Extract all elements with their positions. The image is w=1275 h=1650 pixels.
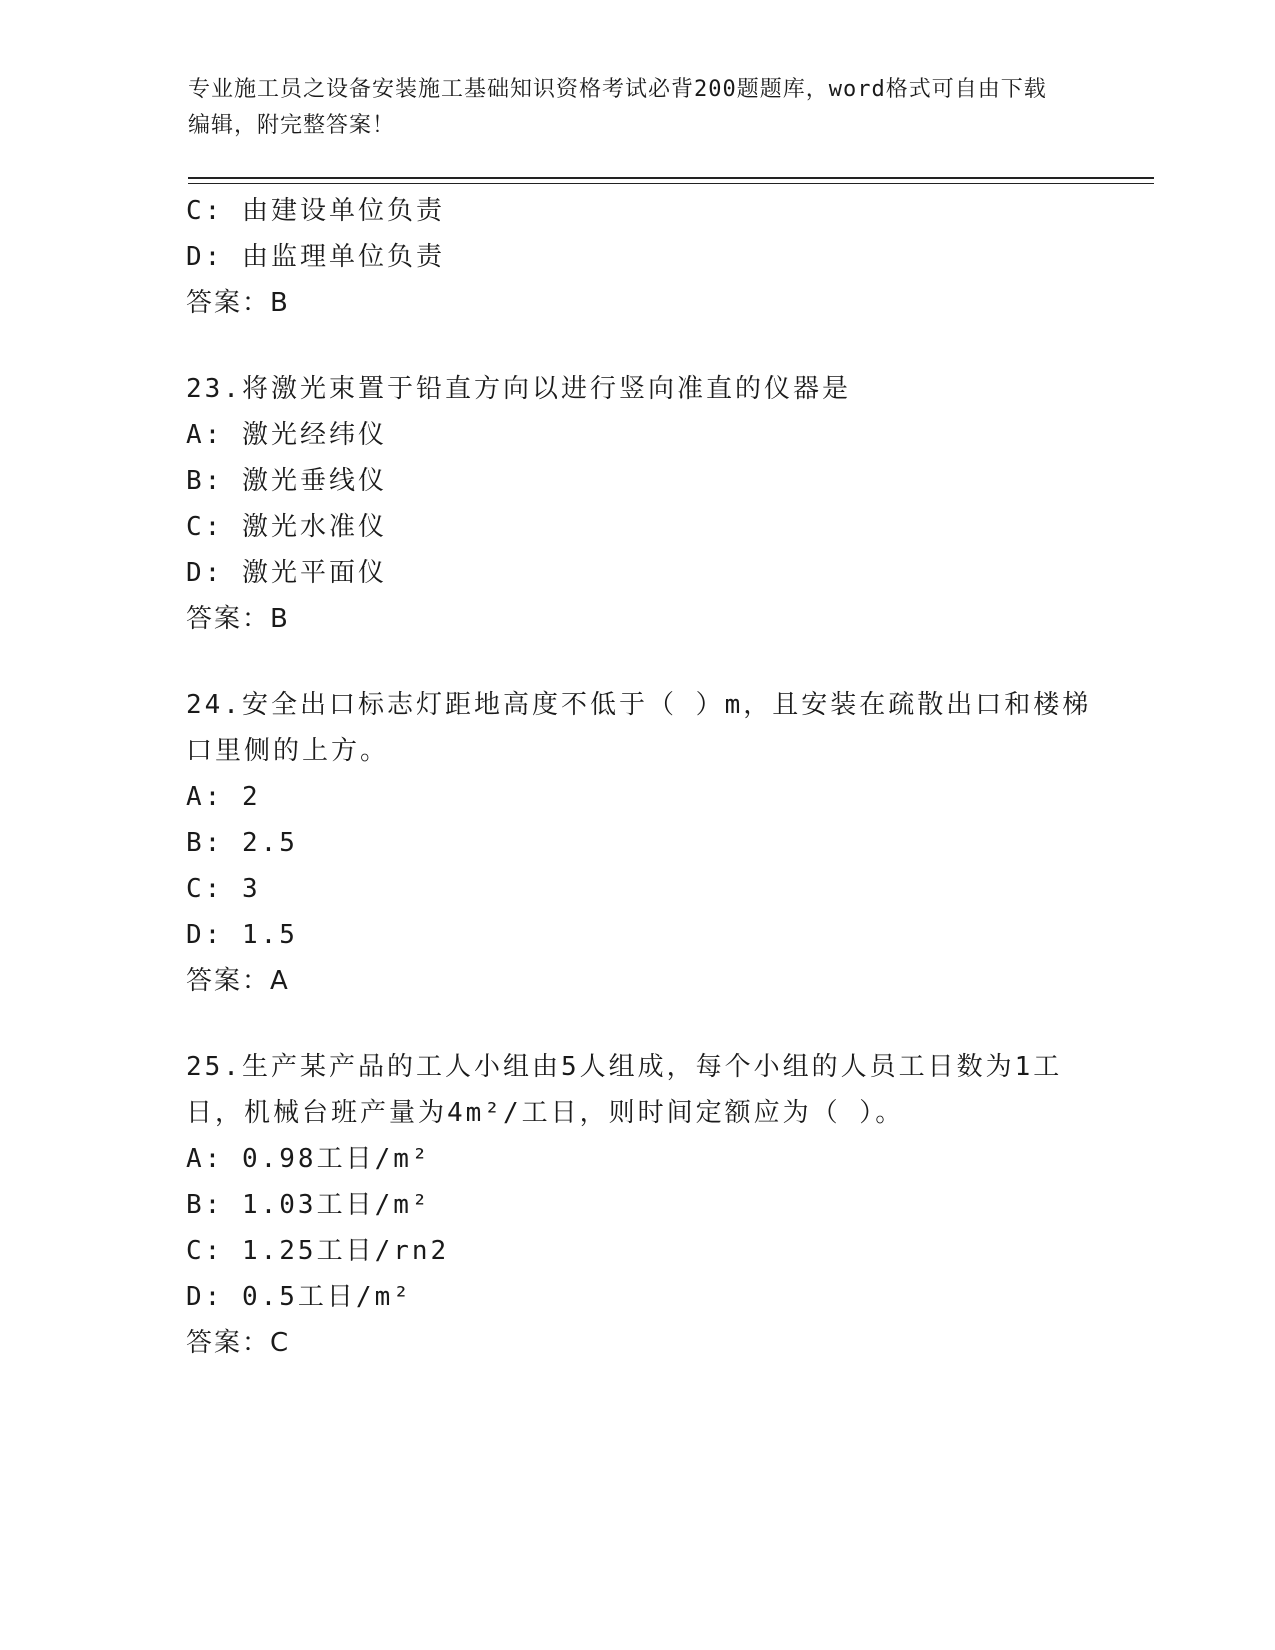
option-c: C: 1.25工日/rn2 [186, 1236, 450, 1266]
option-b: B: 激光垂线仪 [186, 466, 387, 496]
option-d: D: 激光平面仪 [186, 558, 387, 588]
option-b: B: 1.03工日/m² [186, 1190, 431, 1220]
header-divider-thin [188, 183, 1154, 184]
option-b: B: 2.5 [186, 828, 298, 858]
question-content [186, 188, 1092, 1366]
question-24 [186, 682, 1092, 1004]
answer-line: 答案：B [186, 604, 290, 634]
document-header: 专业施工员之设备安装施工基础知识资格考试必背200题题库，word格式可自由下载编辑，附完整答案！ [188, 77, 1047, 138]
question-22-continued [186, 188, 1086, 326]
option-a: A: 2 [186, 782, 261, 812]
option-c: C: 由建设单位负责 [186, 196, 445, 226]
option-c: C: 3 [186, 874, 261, 904]
answer-line: 答案：B [186, 288, 290, 318]
option-d: D: 1.5 [186, 920, 298, 950]
question-25 [186, 1044, 1086, 1366]
question-stem-line-1: 25.生产某产品的工人小组由5人组成，每个小组的人员工日数为1工 [186, 1052, 1063, 1082]
header-divider-thick [188, 177, 1154, 179]
option-d: D: 由监理单位负责 [186, 242, 445, 272]
option-a: A: 0.98工日/m² [186, 1144, 431, 1174]
question-stem: 23.将激光束置于铅直方向以进行竖向准直的仪器是 [186, 374, 851, 404]
option-d: D: 0.5工日/m² [186, 1282, 412, 1312]
option-a: A: 激光经纬仪 [186, 420, 387, 450]
question-stem-line-2: 口里侧的上方。 [186, 736, 390, 766]
answer-line: 答案：A [186, 966, 290, 996]
question-stem-line-2: 日，机械台班产量为4m²/工日，则时间定额应为（ ）。 [186, 1098, 905, 1128]
question-stem-line-1: 24.安全出口标志灯距地高度不低于（ ）m，且安装在疏散出口和楼梯 [186, 690, 1092, 720]
question-23 [186, 366, 1086, 642]
answer-line: 答案：C [186, 1328, 291, 1358]
option-c: C: 激光水准仪 [186, 512, 387, 542]
